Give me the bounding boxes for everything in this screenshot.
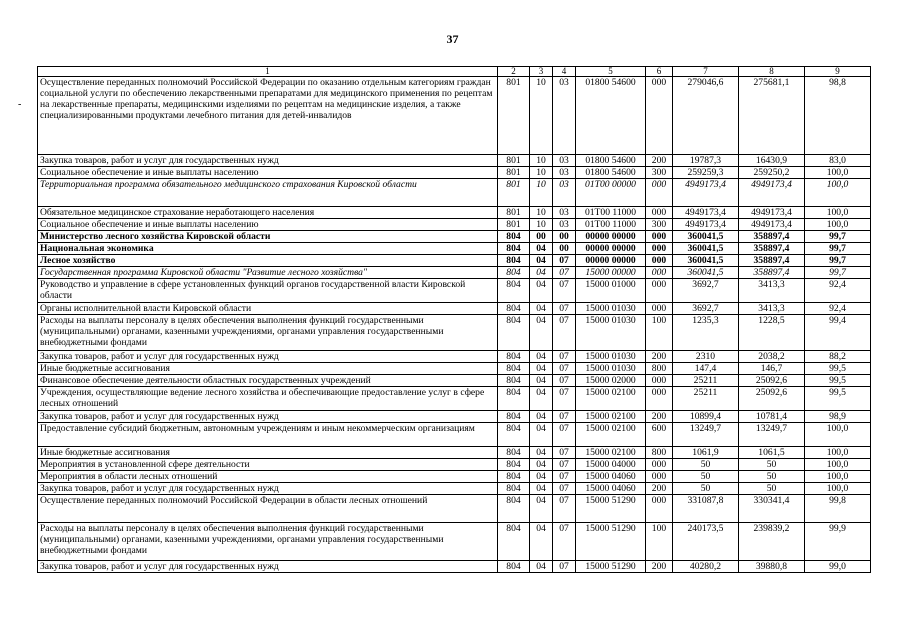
cell-percent: 99,4 <box>805 315 871 351</box>
cell-expense-type: 200 <box>646 483 673 495</box>
cell-ministry-code: 804 <box>498 483 530 495</box>
cell-expense-type: 000 <box>646 231 673 243</box>
table-row <box>38 267 871 279</box>
cell-target-article: 00000 00000 <box>576 231 646 243</box>
cell-ministry-code: 804 <box>498 255 530 267</box>
cell-executed: 25092,6 <box>739 387 805 411</box>
cell-expense-type: 000 <box>646 267 673 279</box>
cell-name: Национальная экономика <box>38 243 498 255</box>
cell-section: 04 <box>530 315 553 351</box>
cell-percent: 99,7 <box>805 255 871 267</box>
cell-ministry-code: 804 <box>498 243 530 255</box>
cell-ministry-code: 804 <box>498 315 530 351</box>
cell-name: Социальное обеспечение и иные выплаты населению <box>38 167 498 179</box>
cell-ministry-code: 804 <box>498 459 530 471</box>
cell-planned: 331087,8 <box>673 495 739 523</box>
cell-percent: 99,5 <box>805 363 871 375</box>
table-row <box>38 447 871 459</box>
cell-name: Закупка товаров, работ и услуг для государственных нужд <box>38 155 498 167</box>
cell-executed: 239839,2 <box>739 523 805 561</box>
table-row <box>38 167 871 179</box>
cell-section: 10 <box>530 167 553 179</box>
cell-planned: 4949173,4 <box>673 179 739 207</box>
cell-subsection: 07 <box>553 471 576 483</box>
cell-section: 04 <box>530 483 553 495</box>
table-row <box>38 375 871 387</box>
cell-subsection: 00 <box>553 231 576 243</box>
table-row <box>38 231 871 243</box>
cell-executed: 50 <box>739 471 805 483</box>
cell-expense-type: 200 <box>646 561 673 573</box>
cell-expense-type: 200 <box>646 155 673 167</box>
cell-name: Осуществление переданных полномочий Российской Федерации по оказанию отдельным категориям граждан социальной услуги по обеспечению лекарственными препаратами для медицинского применения по рецептам на лекарственные препараты, медицинскими изделиями по рецептам на медицинские изделия, а также специализированными продуктами лечебного питания для детей-инвалидов <box>38 77 498 155</box>
cell-target-article: 15000 01030 <box>576 351 646 363</box>
page-number: 37 <box>446 32 459 46</box>
table-row <box>38 77 871 155</box>
cell-expense-type: 200 <box>646 411 673 423</box>
cell-section: 10 <box>530 219 553 231</box>
cell-target-article: 15000 04000 <box>576 459 646 471</box>
table-row <box>38 243 871 255</box>
cell-planned: 50 <box>673 483 739 495</box>
cell-planned: 360041,5 <box>673 267 739 279</box>
cell-name: Государственная программа Кировской области "Развитие лесного хозяйства" <box>38 267 498 279</box>
cell-target-article: 00000 00000 <box>576 243 646 255</box>
cell-subsection: 03 <box>553 179 576 207</box>
cell-percent: 88,2 <box>805 351 871 363</box>
cell-subsection: 03 <box>553 155 576 167</box>
cell-name: Органы исполнительной власти Кировской области <box>38 303 498 315</box>
cell-target-article: 15000 01030 <box>576 315 646 351</box>
cell-subsection: 07 <box>553 255 576 267</box>
cell-expense-type: 000 <box>646 243 673 255</box>
cell-expense-type: 000 <box>646 77 673 155</box>
cell-expense-type: 000 <box>646 459 673 471</box>
cell-target-article: 15000 51290 <box>576 523 646 561</box>
cell-target-article: 01800 54600 <box>576 167 646 179</box>
cell-subsection: 07 <box>553 315 576 351</box>
cell-executed: 10781,4 <box>739 411 805 423</box>
cell-percent: 92,4 <box>805 279 871 303</box>
column-header-8: 8 <box>739 67 805 77</box>
cell-percent: 100,0 <box>805 459 871 471</box>
cell-expense-type: 000 <box>646 375 673 387</box>
table-row <box>38 219 871 231</box>
cell-subsection: 07 <box>553 447 576 459</box>
cell-name: Лесное хозяйство <box>38 255 498 267</box>
cell-name: Закупка товаров, работ и услуг для государственных нужд <box>38 411 498 423</box>
margin-mark: - <box>18 99 22 110</box>
cell-planned: 50 <box>673 459 739 471</box>
cell-target-article: 01800 54600 <box>576 155 646 167</box>
cell-target-article: 15000 00000 <box>576 267 646 279</box>
cell-section: 04 <box>530 255 553 267</box>
cell-section: 04 <box>530 387 553 411</box>
cell-ministry-code: 804 <box>498 471 530 483</box>
cell-executed: 1061,5 <box>739 447 805 459</box>
cell-expense-type: 000 <box>646 279 673 303</box>
cell-name: Осуществление переданных полномочий Российской Федерации в области лесных отношений <box>38 495 498 523</box>
cell-expense-type: 000 <box>646 207 673 219</box>
cell-percent: 99,7 <box>805 267 871 279</box>
cell-executed: 16430,9 <box>739 155 805 167</box>
cell-name: Финансовое обеспечение деятельности областных государственных учреждений <box>38 375 498 387</box>
cell-name: Закупка товаров, работ и услуг для государственных нужд <box>38 351 498 363</box>
cell-executed: 358897,4 <box>739 267 805 279</box>
cell-subsection: 07 <box>553 459 576 471</box>
cell-name: Мероприятия в области лесных отношений <box>38 471 498 483</box>
cell-planned: 40280,2 <box>673 561 739 573</box>
table-body <box>38 77 871 573</box>
cell-percent: 100,0 <box>805 167 871 179</box>
cell-expense-type: 000 <box>646 495 673 523</box>
cell-section: 04 <box>530 495 553 523</box>
column-header-1: 1 <box>38 67 498 77</box>
cell-executed: 4949173,4 <box>739 219 805 231</box>
cell-percent: 99,5 <box>805 375 871 387</box>
cell-expense-type: 000 <box>646 303 673 315</box>
budget-table <box>37 66 871 573</box>
cell-percent: 100,0 <box>805 483 871 495</box>
cell-percent: 99,7 <box>805 231 871 243</box>
cell-planned: 4949173,4 <box>673 207 739 219</box>
column-header-5: 5 <box>576 67 646 77</box>
table-row <box>38 207 871 219</box>
cell-section: 04 <box>530 375 553 387</box>
cell-planned: 1061,9 <box>673 447 739 459</box>
cell-executed: 358897,4 <box>739 243 805 255</box>
table-row <box>38 495 871 523</box>
cell-ministry-code: 804 <box>498 387 530 411</box>
cell-target-article: 15000 04060 <box>576 471 646 483</box>
cell-section: 04 <box>530 411 553 423</box>
cell-target-article: 01Т00 11000 <box>576 207 646 219</box>
cell-subsection: 00 <box>553 243 576 255</box>
cell-ministry-code: 804 <box>498 267 530 279</box>
cell-name: Мероприятия в установленной сфере деятельности <box>38 459 498 471</box>
cell-expense-type: 300 <box>646 167 673 179</box>
cell-subsection: 07 <box>553 423 576 447</box>
cell-section: 10 <box>530 207 553 219</box>
cell-ministry-code: 804 <box>498 423 530 447</box>
cell-section: 04 <box>530 303 553 315</box>
cell-target-article: 15000 01030 <box>576 303 646 315</box>
cell-planned: 10899,4 <box>673 411 739 423</box>
column-header-9: 9 <box>805 67 871 77</box>
cell-planned: 25211 <box>673 387 739 411</box>
cell-target-article: 15000 04060 <box>576 483 646 495</box>
table-row <box>38 255 871 267</box>
cell-subsection: 07 <box>553 303 576 315</box>
cell-executed: 358897,4 <box>739 255 805 267</box>
cell-executed: 4949173,4 <box>739 179 805 207</box>
cell-percent: 92,4 <box>805 303 871 315</box>
cell-executed: 4949173,4 <box>739 207 805 219</box>
cell-subsection: 07 <box>553 387 576 411</box>
cell-percent: 100,0 <box>805 447 871 459</box>
cell-planned: 147,4 <box>673 363 739 375</box>
cell-planned: 3692,7 <box>673 303 739 315</box>
cell-planned: 279046,6 <box>673 77 739 155</box>
cell-ministry-code: 801 <box>498 219 530 231</box>
cell-expense-type: 100 <box>646 315 673 351</box>
cell-subsection: 07 <box>553 375 576 387</box>
cell-percent: 100,0 <box>805 423 871 447</box>
cell-percent: 99,7 <box>805 243 871 255</box>
cell-expense-type: 100 <box>646 523 673 561</box>
cell-percent: 100,0 <box>805 471 871 483</box>
cell-executed: 50 <box>739 459 805 471</box>
cell-ministry-code: 804 <box>498 303 530 315</box>
cell-planned: 360041,5 <box>673 231 739 243</box>
cell-executed: 13249,7 <box>739 423 805 447</box>
cell-name: Социальное обеспечение и иные выплаты населению <box>38 219 498 231</box>
column-header-3: 3 <box>530 67 553 77</box>
column-header-2: 2 <box>498 67 530 77</box>
cell-ministry-code: 804 <box>498 351 530 363</box>
cell-executed: 2038,2 <box>739 351 805 363</box>
cell-section: 10 <box>530 155 553 167</box>
cell-name: Учреждения, осуществляющие ведение лесного хозяйства и обеспечивающие предоставление услуг в сфере лесных отношений <box>38 387 498 411</box>
cell-planned: 50 <box>673 471 739 483</box>
cell-target-article: 15000 51290 <box>576 495 646 523</box>
cell-percent: 99,9 <box>805 523 871 561</box>
cell-percent: 83,0 <box>805 155 871 167</box>
table-row <box>38 303 871 315</box>
table-row <box>38 179 871 207</box>
cell-planned: 360041,5 <box>673 255 739 267</box>
cell-executed: 3413,3 <box>739 279 805 303</box>
cell-expense-type: 000 <box>646 471 673 483</box>
cell-target-article: 15000 02100 <box>576 411 646 423</box>
cell-expense-type: 200 <box>646 351 673 363</box>
cell-ministry-code: 804 <box>498 447 530 459</box>
cell-subsection: 07 <box>553 495 576 523</box>
cell-subsection: 07 <box>553 363 576 375</box>
cell-subsection: 03 <box>553 167 576 179</box>
cell-target-article: 15000 01000 <box>576 279 646 303</box>
cell-name: Закупка товаров, работ и услуг для государственных нужд <box>38 561 498 573</box>
cell-executed: 1228,5 <box>739 315 805 351</box>
cell-expense-type: 000 <box>646 255 673 267</box>
cell-subsection: 03 <box>553 219 576 231</box>
cell-percent: 100,0 <box>805 179 871 207</box>
cell-planned: 3692,7 <box>673 279 739 303</box>
cell-executed: 39880,8 <box>739 561 805 573</box>
cell-executed: 25092,6 <box>739 375 805 387</box>
cell-percent: 99,0 <box>805 561 871 573</box>
cell-section: 04 <box>530 243 553 255</box>
cell-target-article: 01Т00 11000 <box>576 219 646 231</box>
cell-ministry-code: 801 <box>498 207 530 219</box>
table-row <box>38 523 871 561</box>
cell-target-article: 01800 54600 <box>576 77 646 155</box>
cell-target-article: 00000 00000 <box>576 255 646 267</box>
cell-subsection: 07 <box>553 411 576 423</box>
cell-ministry-code: 804 <box>498 375 530 387</box>
cell-expense-type: 000 <box>646 179 673 207</box>
cell-subsection: 07 <box>553 267 576 279</box>
cell-ministry-code: 801 <box>498 179 530 207</box>
cell-ministry-code: 801 <box>498 77 530 155</box>
cell-section: 04 <box>530 523 553 561</box>
cell-section: 04 <box>530 447 553 459</box>
cell-expense-type: 800 <box>646 363 673 375</box>
cell-section: 04 <box>530 267 553 279</box>
table-row <box>38 423 871 447</box>
table-row <box>38 561 871 573</box>
cell-ministry-code: 804 <box>498 411 530 423</box>
cell-subsection: 07 <box>553 523 576 561</box>
cell-planned: 19787,3 <box>673 155 739 167</box>
cell-name: Иные бюджетные ассигнования <box>38 447 498 459</box>
cell-planned: 259259,3 <box>673 167 739 179</box>
table-row <box>38 351 871 363</box>
cell-ministry-code: 804 <box>498 561 530 573</box>
cell-executed: 50 <box>739 483 805 495</box>
cell-name: Расходы на выплаты персоналу в целях обеспечения выполнения функций государственными (муниципальными) органами, казенными учреждениями, органами управления государственными внебюджетными фондами <box>38 315 498 351</box>
table-row <box>38 471 871 483</box>
cell-planned: 25211 <box>673 375 739 387</box>
table-row <box>38 483 871 495</box>
table-row <box>38 315 871 351</box>
cell-expense-type: 000 <box>646 387 673 411</box>
cell-planned: 240173,5 <box>673 523 739 561</box>
cell-name: Закупка товаров, работ и услуг для государственных нужд <box>38 483 498 495</box>
column-header-4: 4 <box>553 67 576 77</box>
cell-target-article: 15000 02100 <box>576 423 646 447</box>
cell-percent: 100,0 <box>805 207 871 219</box>
cell-section: 04 <box>530 561 553 573</box>
cell-target-article: 01Т00 00000 <box>576 179 646 207</box>
cell-ministry-code: 801 <box>498 167 530 179</box>
table-row <box>38 155 871 167</box>
table-row <box>38 279 871 303</box>
cell-ministry-code: 801 <box>498 155 530 167</box>
cell-ministry-code: 804 <box>498 495 530 523</box>
cell-section: 04 <box>530 363 553 375</box>
cell-ministry-code: 804 <box>498 363 530 375</box>
cell-name: Министерство лесного хозяйства Кировской области <box>38 231 498 243</box>
cell-target-article: 15000 01030 <box>576 363 646 375</box>
cell-target-article: 15000 02100 <box>576 387 646 411</box>
cell-subsection: 07 <box>553 279 576 303</box>
cell-planned: 4949173,4 <box>673 219 739 231</box>
table-row <box>38 411 871 423</box>
cell-subsection: 07 <box>553 561 576 573</box>
cell-name: Расходы на выплаты персоналу в целях обеспечения выполнения функций государственными (муниципальными) органами, казенными учреждениями, органами управления государственными внебюджетными фондами <box>38 523 498 561</box>
cell-section: 00 <box>530 231 553 243</box>
cell-name: Предоставление субсидий бюджетным, автономным учреждениям и иным некоммерческим организациям <box>38 423 498 447</box>
table-row <box>38 459 871 471</box>
cell-subsection: 03 <box>553 77 576 155</box>
cell-percent: 100,0 <box>805 219 871 231</box>
cell-ministry-code: 804 <box>498 279 530 303</box>
cell-section: 10 <box>530 179 553 207</box>
table-row <box>38 387 871 411</box>
cell-subsection: 07 <box>553 351 576 363</box>
cell-executed: 275681,1 <box>739 77 805 155</box>
cell-ministry-code: 804 <box>498 231 530 243</box>
cell-name: Иные бюджетные ассигнования <box>38 363 498 375</box>
cell-subsection: 07 <box>553 483 576 495</box>
cell-planned: 2310 <box>673 351 739 363</box>
column-header-6: 6 <box>646 67 673 77</box>
table-header-row <box>38 67 871 77</box>
cell-section: 04 <box>530 459 553 471</box>
cell-name: Обязательное медицинское страхование неработающего населения <box>38 207 498 219</box>
cell-percent: 99,8 <box>805 495 871 523</box>
cell-name: Руководство и управление в сфере установленных функций органов государственной власти Кировской области <box>38 279 498 303</box>
cell-expense-type: 800 <box>646 447 673 459</box>
cell-executed: 358897,4 <box>739 231 805 243</box>
cell-target-article: 15000 02100 <box>576 447 646 459</box>
cell-section: 04 <box>530 279 553 303</box>
cell-executed: 3413,3 <box>739 303 805 315</box>
cell-target-article: 15000 02000 <box>576 375 646 387</box>
cell-ministry-code: 804 <box>498 523 530 561</box>
cell-expense-type: 300 <box>646 219 673 231</box>
cell-executed: 146,7 <box>739 363 805 375</box>
cell-percent: 99,5 <box>805 387 871 411</box>
cell-subsection: 03 <box>553 207 576 219</box>
cell-percent: 98,9 <box>805 411 871 423</box>
cell-percent: 98,8 <box>805 77 871 155</box>
cell-executed: 259250,2 <box>739 167 805 179</box>
table-row <box>38 363 871 375</box>
cell-name: Территориальная программа обязательного медицинского страхования Кировской области <box>38 179 498 207</box>
column-header-7: 7 <box>673 67 739 77</box>
cell-expense-type: 600 <box>646 423 673 447</box>
cell-planned: 1235,3 <box>673 315 739 351</box>
cell-section: 10 <box>530 77 553 155</box>
cell-target-article: 15000 51290 <box>576 561 646 573</box>
cell-planned: 13249,7 <box>673 423 739 447</box>
cell-section: 04 <box>530 423 553 447</box>
cell-planned: 360041,5 <box>673 243 739 255</box>
cell-executed: 330341,4 <box>739 495 805 523</box>
cell-section: 04 <box>530 351 553 363</box>
cell-section: 04 <box>530 471 553 483</box>
